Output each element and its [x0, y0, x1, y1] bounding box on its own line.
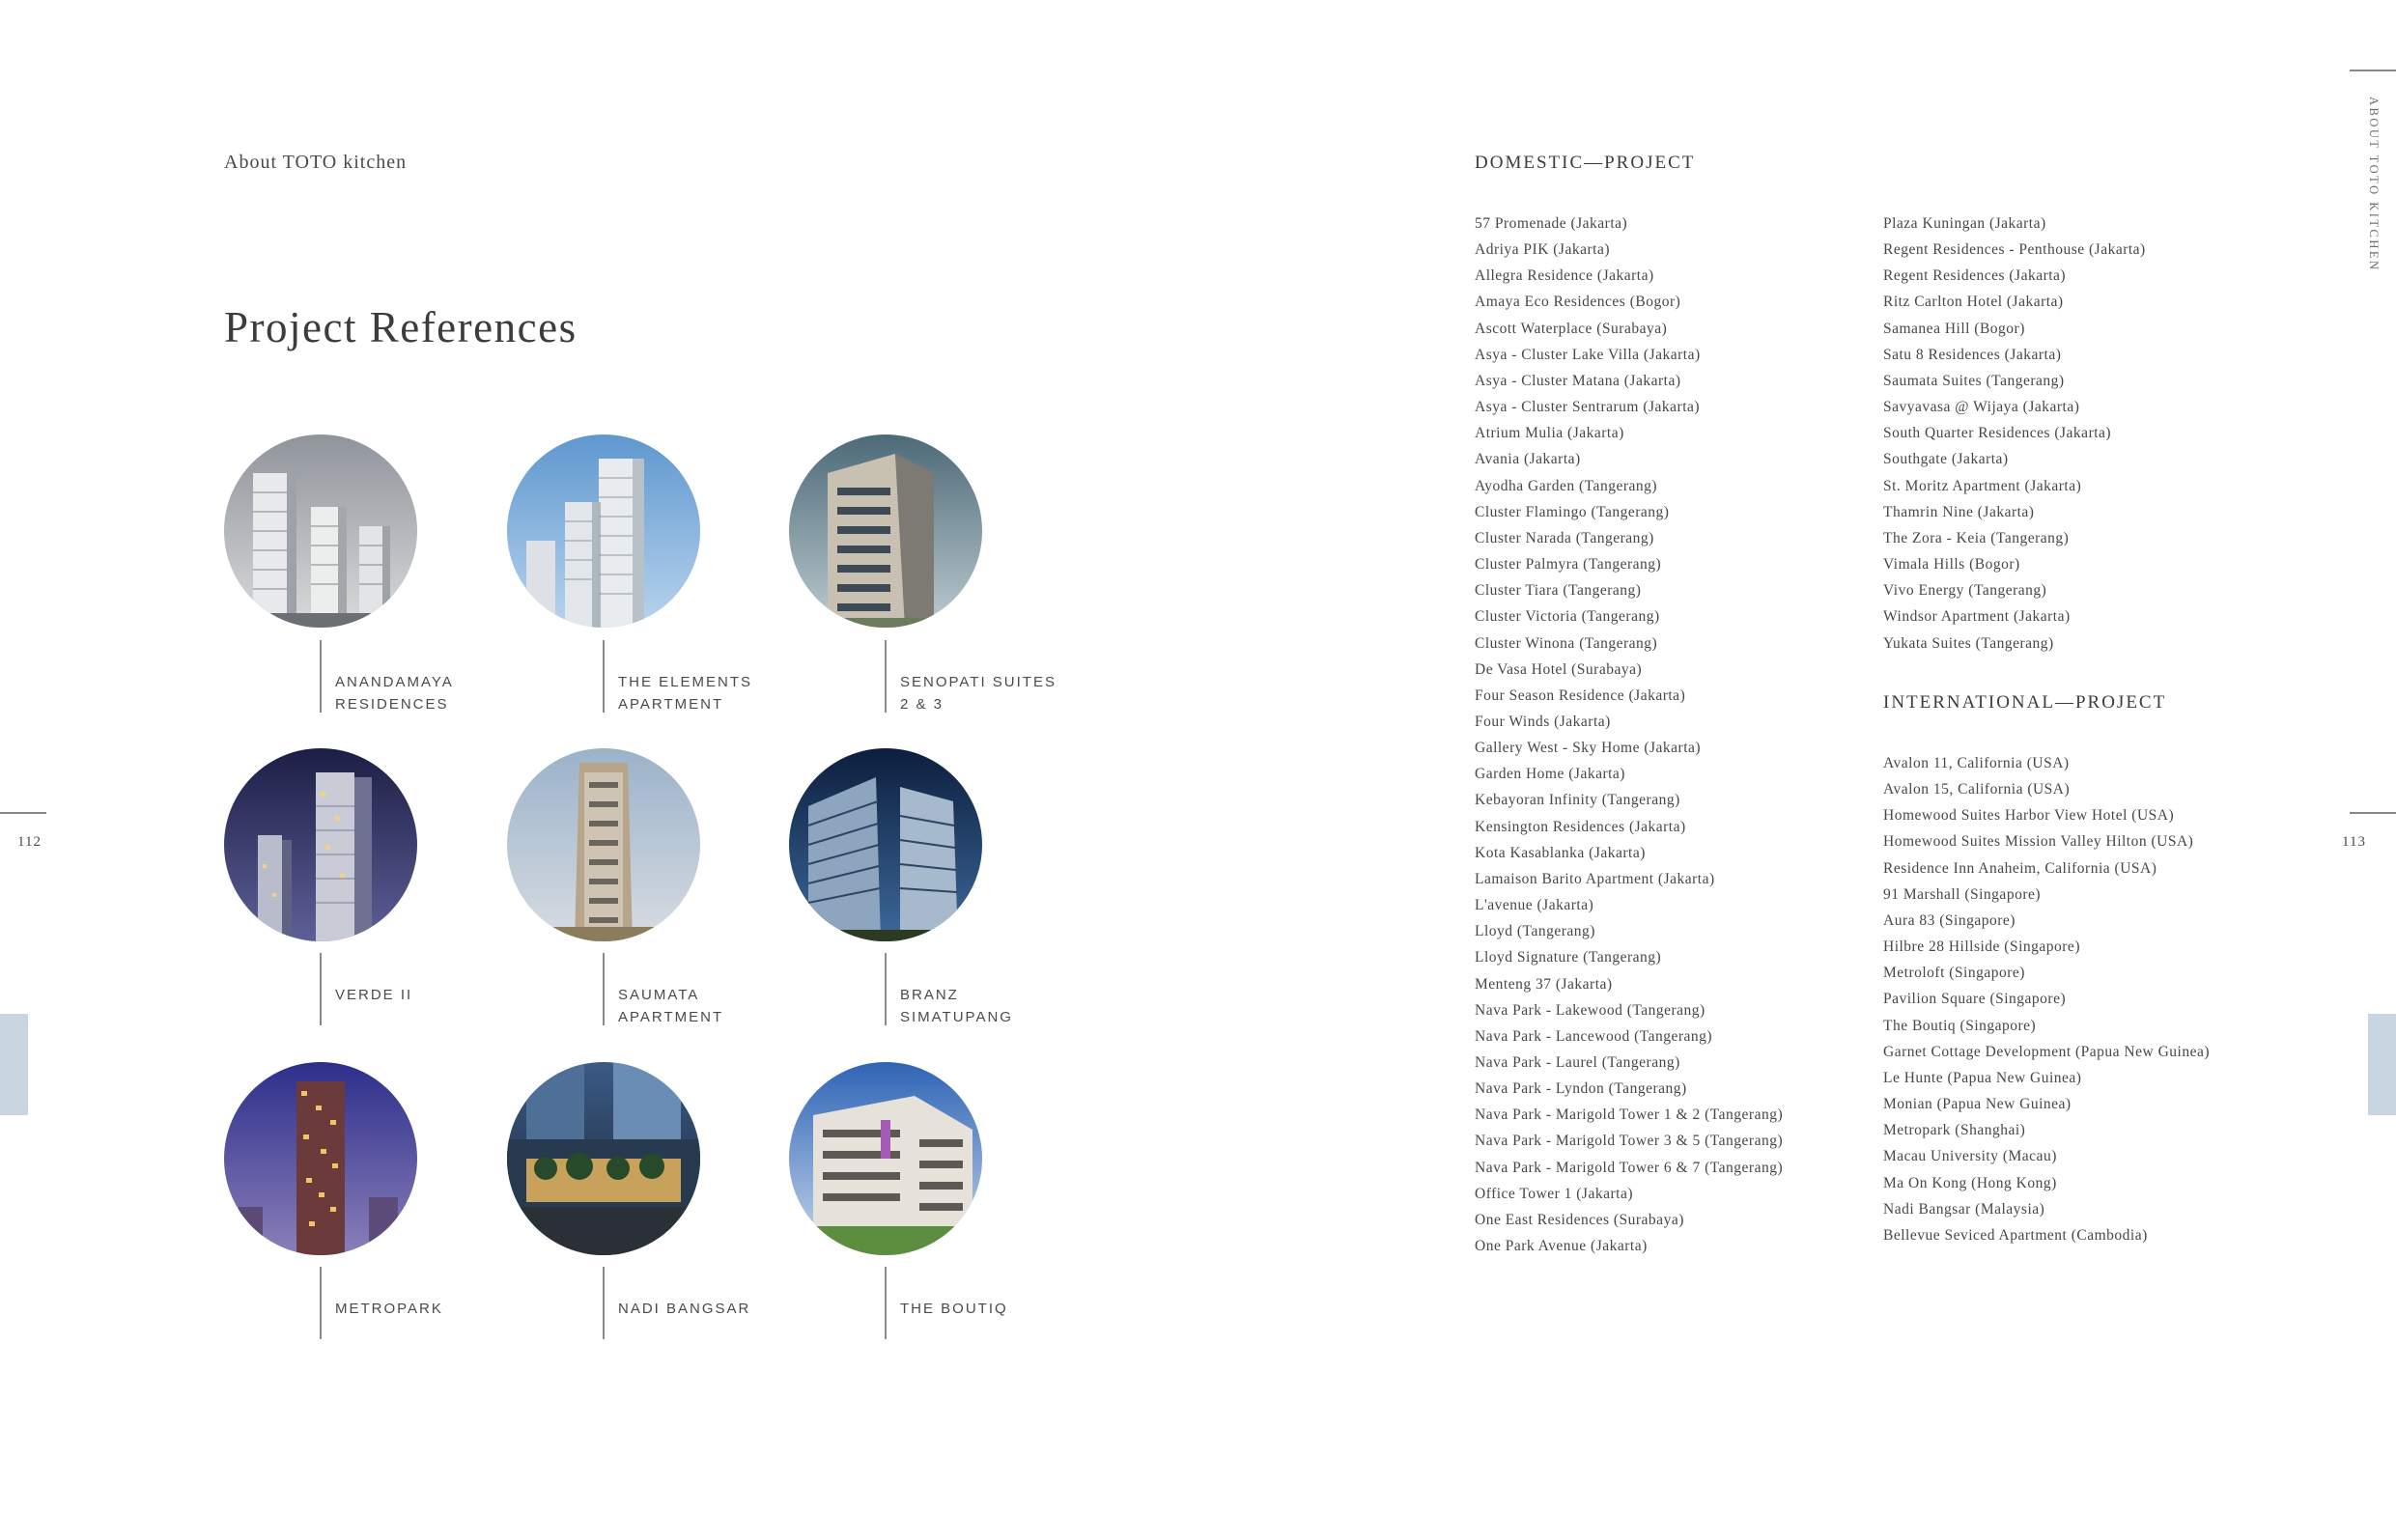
project-list-item: South Quarter Residences (Jakarta) — [1883, 425, 2112, 442]
project-list-item: Lloyd (Tangerang) — [1475, 923, 1595, 940]
vertical-section-label: ABOUT TOTO KITCHEN — [2367, 97, 2381, 272]
project-list-item: Regent Residences (Jakarta) — [1883, 267, 2067, 285]
project-list-item: Cluster Tiara (Tangerang) — [1475, 582, 1642, 600]
project-list-item: Lamaison Barito Apartment (Jakarta) — [1475, 870, 1715, 887]
project-list-item: Asya - Cluster Matana (Jakarta) — [1475, 372, 1681, 389]
domestic-list-col2 — [1883, 210, 2146, 657]
project-list-item: Nava Park - Laurel (Tangerang) — [1475, 1054, 1680, 1071]
left-page-number: 112 — [17, 834, 42, 850]
project-list-item: One East Residences (Surabaya) — [1475, 1211, 1684, 1228]
building-photo-elements — [507, 434, 700, 628]
project-list-item: Regent Residences - Penthouse (Jakarta) — [1883, 241, 2146, 259]
project-list-item: Pavilion Square (Singapore) — [1883, 991, 2067, 1008]
project-list-item: Menteng 37 (Jakarta) — [1475, 975, 1613, 993]
connector-line — [885, 953, 887, 1025]
project-list-item: St. Moritz Apartment (Jakarta) — [1883, 477, 2082, 494]
project-list-item: Cluster Winona (Tangerang) — [1475, 634, 1658, 652]
project-list-item: Kensington Residences (Jakarta) — [1475, 818, 1686, 835]
project-list-item: Asya - Cluster Lake Villa (Jakarta) — [1475, 346, 1701, 363]
project-list-item: Le Hunte (Papua New Guinea) — [1883, 1069, 2082, 1086]
connector-line — [320, 953, 322, 1025]
right-page-rule — [2350, 812, 2396, 814]
project-list-item: Vivo Energy (Tangerang) — [1883, 582, 2047, 600]
project-list-item: Garden Home (Jakarta) — [1475, 766, 1625, 783]
international-heading: INTERNATIONAL—PROJECT — [1883, 692, 2167, 713]
project-caption-senopati: SENOPATI SUITES 2 & 3 — [900, 674, 1057, 713]
project-list-item: Hilbre 28 Hillside (Singapore) — [1883, 938, 2080, 956]
project-list-item: Metroloft (Singapore) — [1883, 965, 2025, 982]
project-list-item: Cluster Flamingo (Tangerang) — [1475, 503, 1670, 520]
project-list-item: Windsor Apartment (Jakarta) — [1883, 608, 2071, 626]
project-list-item: Four Season Residence (Jakarta) — [1475, 686, 1686, 704]
section-label: About TOTO kitchen — [224, 152, 408, 173]
project-list-item: Nava Park - Lakewood (Tangerang) — [1475, 1001, 1705, 1019]
right-edge-tab — [2368, 1014, 2396, 1115]
building-photo-boutiq — [789, 1062, 982, 1255]
project-list-item: Yukata Suites (Tangerang) — [1883, 634, 2054, 652]
project-list-item: Homewood Suites Harbor View Hotel (USA) — [1883, 807, 2175, 825]
project-list-item: Nava Park - Marigold Tower 1 & 2 (Tangerang) — [1475, 1106, 1784, 1124]
project-list-item: Gallery West - Sky Home (Jakarta) — [1475, 740, 1702, 757]
project-list-item: Ma On Kong (Hong Kong) — [1883, 1174, 2057, 1191]
project-list-item: Kota Kasablanka (Jakarta) — [1475, 844, 1646, 861]
project-list-item: Vimala Hills (Bogor) — [1883, 556, 2020, 574]
project-caption-elements: THE ELEMENTS APARTMENT — [618, 674, 753, 713]
project-list-item: Monian (Papua New Guinea) — [1883, 1096, 2072, 1113]
project-list-item: Savyavasa @ Wijaya (Jakarta) — [1883, 399, 2080, 416]
project-list-item: The Boutiq (Singapore) — [1883, 1017, 2037, 1034]
building-photo-saumata — [507, 748, 700, 941]
project-list-item: Southgate (Jakarta) — [1883, 451, 2009, 468]
project-list-item: Adriya PIK (Jakarta) — [1475, 241, 1610, 259]
project-list-item: Cluster Narada (Tangerang) — [1475, 529, 1654, 546]
project-list-item: Nadi Bangsar (Malaysia) — [1883, 1200, 2045, 1218]
project-list-item: Bellevue Seviced Apartment (Cambodia) — [1883, 1226, 2148, 1244]
connector-line — [885, 640, 887, 713]
project-caption-metropark: METROPARK — [335, 1301, 443, 1317]
project-list-item: Aura 83 (Singapore) — [1883, 911, 2015, 929]
project-list-item: Avalon 11, California (USA) — [1883, 755, 2070, 771]
project-list-item: The Zora - Keia (Tangerang) — [1883, 529, 2070, 546]
project-list-item: Plaza Kuningan (Jakarta) — [1883, 215, 2046, 232]
project-list-item: Office Tower 1 (Jakarta) — [1475, 1185, 1633, 1202]
project-caption-boutiq: THE BOUTIQ — [900, 1301, 1008, 1317]
connector-line — [603, 640, 605, 713]
building-photo-nadi — [507, 1062, 700, 1255]
project-list-item: 91 Marshall (Singapore) — [1883, 885, 2042, 903]
connector-line — [320, 640, 322, 713]
project-list-item: Amaya Eco Residences (Bogor) — [1475, 294, 1681, 311]
connector-line — [885, 1267, 887, 1339]
project-list-item: L'avenue (Jakarta) — [1475, 897, 1594, 914]
left-edge-tab — [0, 1014, 28, 1115]
project-list-item: Homewood Suites Mission Valley Hilton (USA) — [1883, 833, 2194, 851]
project-list-item: One Park Avenue (Jakarta) — [1475, 1238, 1648, 1255]
project-list-item: Four Winds (Jakarta) — [1475, 713, 1611, 730]
project-list-item: Ascott Waterplace (Surabaya) — [1475, 320, 1668, 337]
project-list-item: Ayodha Garden (Tangerang) — [1475, 477, 1658, 494]
project-list-item: Nava Park - Lancewood (Tangerang) — [1475, 1027, 1713, 1045]
page-title: Project References — [224, 303, 578, 351]
building-photo-branz — [789, 748, 982, 941]
connector-line — [603, 953, 605, 1025]
international-list — [1883, 750, 2210, 1248]
building-photo-metropark — [224, 1062, 417, 1255]
left-page-rule — [0, 812, 46, 814]
building-photo-verde — [224, 748, 417, 941]
project-list-item: Allegra Residence (Jakarta) — [1475, 267, 1654, 285]
project-list-item: Nava Park - Lyndon (Tangerang) — [1475, 1080, 1687, 1098]
domestic-list-col1 — [1475, 210, 1783, 1259]
project-list-item: Lloyd Signature (Tangerang) — [1475, 949, 1662, 966]
project-list-item: Garnet Cottage Development (Papua New Guinea) — [1883, 1043, 2210, 1060]
project-list-item: 57 Promenade (Jakarta) — [1475, 215, 1628, 232]
project-caption-branz: BRANZ SIMATUPANG — [900, 987, 1013, 1025]
project-list-item: Samanea Hill (Bogor) — [1883, 320, 2025, 337]
project-caption-saumata: SAUMATA APARTMENT — [618, 987, 724, 1025]
project-list-item: Atrium Mulia (Jakarta) — [1475, 425, 1624, 442]
project-caption-anandamaya: ANANDAMAYA RESIDENCES — [335, 674, 454, 713]
project-list-item: Nava Park - Marigold Tower 3 & 5 (Tangerang) — [1475, 1133, 1784, 1150]
project-list-item: Avalon 15, California (USA) — [1883, 781, 2071, 798]
project-list-item: Saumata Suites (Tangerang) — [1883, 372, 2065, 389]
project-list-item: Avania (Jakarta) — [1475, 451, 1581, 468]
connector-line — [320, 1267, 322, 1339]
building-photo-anandamaya — [224, 434, 417, 628]
building-photo-senopati — [789, 434, 982, 628]
project-list-item: Thamrin Nine (Jakarta) — [1883, 503, 2035, 520]
project-list-item: Metropark (Shanghai) — [1883, 1122, 2026, 1139]
project-list-item: Macau University (Macau) — [1883, 1148, 2057, 1165]
project-list-item: Nava Park - Marigold Tower 6 & 7 (Tangerang) — [1475, 1159, 1784, 1176]
connector-line — [603, 1267, 605, 1339]
project-list-item: Ritz Carlton Hotel (Jakarta) — [1883, 294, 2064, 311]
project-list-item: Cluster Palmyra (Tangerang) — [1475, 556, 1662, 574]
project-list-item: Residence Inn Anaheim, California (USA) — [1883, 859, 2157, 877]
project-caption-verde: VERDE II — [335, 987, 413, 1003]
project-list-item: Kebayoran Infinity (Tangerang) — [1475, 792, 1680, 809]
project-list-item: Satu 8 Residences (Jakarta) — [1883, 346, 2062, 363]
domestic-heading: DOMESTIC—PROJECT — [1475, 153, 1696, 173]
project-list-item: Asya - Cluster Sentrarum (Jakarta) — [1475, 399, 1701, 416]
top-right-rule — [2350, 70, 2396, 71]
project-caption-nadi: NADI BANGSAR — [618, 1301, 751, 1317]
right-page-number: 113 — [2342, 834, 2366, 850]
project-list-item: De Vasa Hotel (Surabaya) — [1475, 660, 1643, 678]
project-list-item: Cluster Victoria (Tangerang) — [1475, 608, 1660, 626]
